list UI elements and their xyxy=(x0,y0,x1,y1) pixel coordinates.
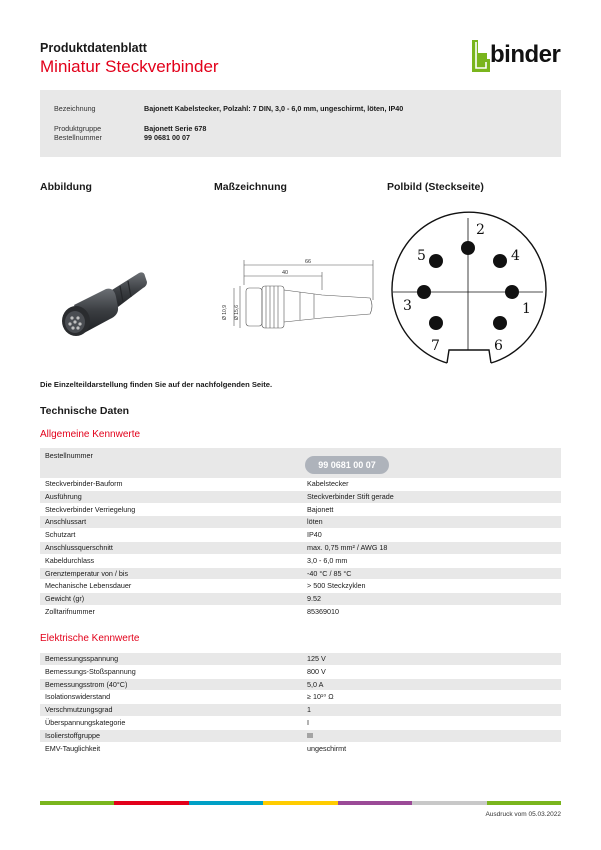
spec-label: Bemessungs-Stoßspannung xyxy=(45,666,136,676)
spec-label: Steckverbinder Verriegelung xyxy=(45,504,136,514)
section-image-heading: Abbildung xyxy=(40,181,92,193)
footer-color-bar xyxy=(40,801,561,805)
logo-mark-icon xyxy=(470,40,492,72)
spec-value: IP40 xyxy=(307,530,322,540)
spec-label: Gewicht (gr) xyxy=(45,594,85,604)
footer-segment xyxy=(40,801,114,805)
product-photo xyxy=(44,255,164,355)
footer-segment xyxy=(338,801,412,805)
footer-segment xyxy=(487,801,561,805)
spec-value: ungeschirmt xyxy=(307,743,347,753)
spec-value: 1 xyxy=(307,705,311,715)
section-pinout-heading: Polbild (Steckseite) xyxy=(387,181,484,193)
spec-label: Steckverbinder-Bauform xyxy=(45,479,123,488)
pin-5-label: 5 xyxy=(417,248,426,264)
spec-value: ≥ 10¹⁰ Ω xyxy=(307,692,334,702)
technical-data-heading: Technische Daten xyxy=(40,405,130,417)
spec-label: Verschmutzungsgrad xyxy=(45,705,113,715)
spec-value: Kabelstecker xyxy=(307,479,349,488)
pin-6-label: 6 xyxy=(494,338,503,354)
spec-value: -40 °C / 85 °C xyxy=(307,568,352,578)
parts-note: Die Einzelteildarstellung finden Sie auf der nachfolgenden Seite. xyxy=(40,380,273,389)
info-value: Bajonett Serie 678 xyxy=(144,124,207,133)
table-row xyxy=(40,717,561,730)
table-row xyxy=(40,666,561,679)
table-row xyxy=(40,504,561,517)
pin-4-label: 4 xyxy=(511,248,520,264)
spec-label: EMV-Tauglichkeit xyxy=(45,743,101,753)
pin-3-label: 3 xyxy=(403,298,412,314)
table-row xyxy=(40,542,561,555)
general-specs-table xyxy=(40,448,561,619)
footer-segment xyxy=(263,801,337,805)
table-row xyxy=(40,516,561,529)
page-title: Miniatur Steckverbinder xyxy=(40,57,219,76)
spec-value: 3,0 - 6,0 mm xyxy=(307,555,348,565)
diameter-1-label: Ø 10,9 xyxy=(222,304,228,320)
table-row xyxy=(40,679,561,692)
table-row xyxy=(40,730,561,743)
spec-value: 800 V xyxy=(307,666,326,676)
pinout-diagram xyxy=(385,200,550,370)
table-row xyxy=(40,743,561,756)
order-number-badge: 99 0681 00 07 xyxy=(305,456,389,474)
brand-logo xyxy=(470,40,562,72)
spec-value: 85369010 xyxy=(307,606,339,616)
spec-value: max. 0,75 mm² / AWG 18 xyxy=(307,542,388,552)
spec-value: 125 V xyxy=(307,654,326,663)
spec-label: Ausführung xyxy=(45,491,82,501)
pin-7-label: 7 xyxy=(431,338,440,354)
pin-2-label: 2 xyxy=(476,222,485,238)
table-row xyxy=(40,478,561,491)
product-info-box xyxy=(40,90,561,157)
spec-label: Kabeldurchlass xyxy=(45,555,95,565)
spec-value: Steckverbinder Stift gerade xyxy=(307,491,394,501)
table-row xyxy=(40,691,561,704)
table-row xyxy=(40,529,561,542)
spec-label: Schutzart xyxy=(45,530,76,540)
dimension-drawing xyxy=(210,250,385,335)
table-row xyxy=(40,593,561,606)
dimension-total-label: 66 xyxy=(305,259,312,265)
spec-value: Bajonett xyxy=(307,504,334,514)
table-row xyxy=(40,606,561,619)
section-drawing-heading: Maßzeichnung xyxy=(214,181,287,193)
footer-segment xyxy=(412,801,486,805)
table-row xyxy=(40,491,561,504)
table-row xyxy=(40,653,561,666)
spec-label: Anschlussquerschnitt xyxy=(45,542,113,552)
spec-value: 9.52 xyxy=(307,594,321,604)
info-label: Bestellnummer xyxy=(54,133,102,142)
table-row xyxy=(40,555,561,568)
spec-label: Mechanische Lebensdauer xyxy=(45,581,132,591)
logo-text: binder xyxy=(490,41,561,68)
footer-segment xyxy=(114,801,188,805)
spec-value: löten xyxy=(307,517,323,527)
spec-value: 5,0 A xyxy=(307,679,324,689)
info-label: Produktgruppe xyxy=(54,124,102,133)
spec-label: Isolierstoffgruppe xyxy=(45,730,101,740)
table-row xyxy=(40,704,561,717)
spec-label: Grenztemperatur von / bis xyxy=(45,568,129,578)
diameter-2-label: Ø 15,6 xyxy=(234,304,240,320)
table-row xyxy=(40,568,561,581)
info-value: 99 0681 00 07 xyxy=(144,133,190,142)
electrical-specs-table xyxy=(40,653,561,755)
spec-label: Anschlussart xyxy=(45,517,87,527)
spec-label: Bemessungsstrom (40°C) xyxy=(45,679,128,689)
table-row xyxy=(40,448,561,478)
pin-1-label: 1 xyxy=(522,301,531,317)
spec-value: I xyxy=(307,717,309,727)
print-date: Ausdruck vom 05.03.2022 xyxy=(485,811,561,818)
info-label: Bezeichnung xyxy=(54,104,96,113)
dimension-partial-label: 40 xyxy=(282,270,289,276)
document-type: Produktdatenblatt xyxy=(40,41,147,55)
spec-value: > 500 Steckzyklen xyxy=(307,581,366,591)
footer-segment xyxy=(189,801,263,805)
spec-label: Bestellnummer xyxy=(45,451,93,460)
spec-label: Zolltarifnummer xyxy=(45,606,95,616)
spec-label: Isolationswiderstand xyxy=(45,692,111,702)
table-row xyxy=(40,580,561,593)
spec-value: III xyxy=(307,730,313,740)
general-specs-heading: Allgemeine Kennwerte xyxy=(40,429,141,440)
spec-label: Überspannungskategorie xyxy=(45,717,126,727)
spec-label: Bemessungsspannung xyxy=(45,654,119,663)
electrical-specs-heading: Elektrische Kennwerte xyxy=(40,633,140,644)
info-value: Bajonett Kabelstecker, Polzahl: 7 DIN, 3,0 - 6,0 mm, ungeschirmt, löten, IP40 xyxy=(144,104,404,113)
